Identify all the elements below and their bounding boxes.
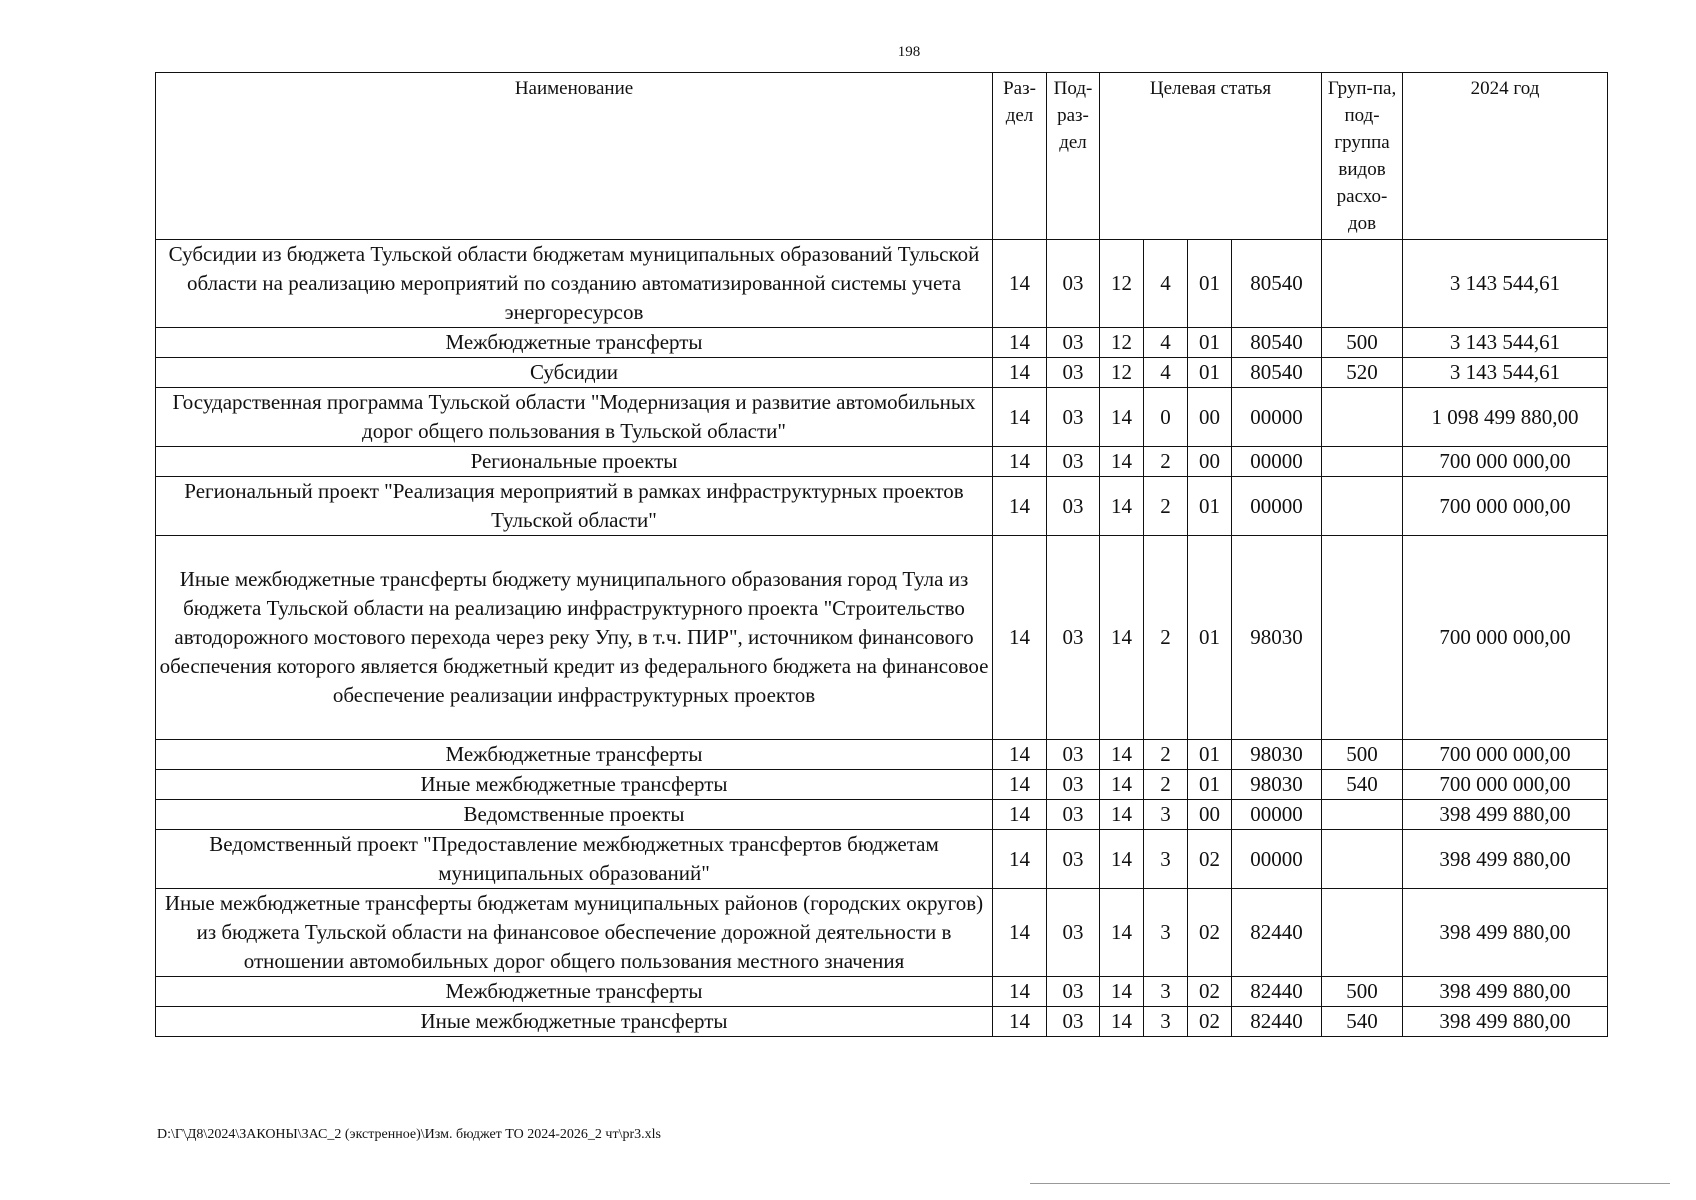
row-expense-group bbox=[1322, 477, 1403, 536]
row-direction-code: 00000 bbox=[1232, 447, 1322, 477]
table-row bbox=[156, 388, 1608, 447]
row-program-code: 14 bbox=[1100, 447, 1144, 477]
row-subsection: 03 bbox=[1047, 977, 1100, 1007]
row-direction-code: 00000 bbox=[1232, 477, 1322, 536]
row-event-code: 01 bbox=[1188, 477, 1232, 536]
table-row bbox=[156, 830, 1608, 889]
row-name: Межбюджетные трансферты bbox=[156, 328, 993, 358]
file-path-footer: D:\Г\Д8\2024\ЗАКОНЫ\ЗАС_2 (экстренное)\Изм. бюджет ТО 2024-2026_2 чт\pr3.xls bbox=[157, 1127, 661, 1142]
row-section: 14 bbox=[993, 477, 1047, 536]
header-section: Раз-дел bbox=[993, 73, 1047, 240]
budget-table bbox=[155, 72, 1608, 1037]
row-expense-group bbox=[1322, 889, 1403, 977]
row-event-code: 01 bbox=[1188, 770, 1232, 800]
row-amount: 398 499 880,00 bbox=[1403, 830, 1608, 889]
row-expense-group bbox=[1322, 536, 1403, 740]
row-section: 14 bbox=[993, 240, 1047, 328]
row-event-code: 01 bbox=[1188, 740, 1232, 770]
row-subsection: 03 bbox=[1047, 740, 1100, 770]
row-event-code: 00 bbox=[1188, 388, 1232, 447]
row-program-code: 14 bbox=[1100, 800, 1144, 830]
row-section: 14 bbox=[993, 740, 1047, 770]
row-subsection: 03 bbox=[1047, 388, 1100, 447]
row-event-code: 01 bbox=[1188, 328, 1232, 358]
row-expense-group bbox=[1322, 447, 1403, 477]
row-subprogram-code: 3 bbox=[1144, 800, 1188, 830]
row-amount: 3 143 544,61 bbox=[1403, 358, 1608, 388]
row-section: 14 bbox=[993, 447, 1047, 477]
row-subprogram-code: 4 bbox=[1144, 358, 1188, 388]
row-subsection: 03 bbox=[1047, 889, 1100, 977]
scan-artifact-line bbox=[1030, 1183, 1670, 1184]
row-expense-group: 500 bbox=[1322, 328, 1403, 358]
row-section: 14 bbox=[993, 800, 1047, 830]
row-direction-code: 00000 bbox=[1232, 800, 1322, 830]
row-name: Субсидии bbox=[156, 358, 993, 388]
row-subsection: 03 bbox=[1047, 830, 1100, 889]
row-subprogram-code: 3 bbox=[1144, 1007, 1188, 1037]
row-subprogram-code: 4 bbox=[1144, 328, 1188, 358]
row-name: Государственная программа Тульской области "Модернизация и развитие автомобильных дорог общего пользования в Тульской области" bbox=[156, 388, 993, 447]
row-event-code: 02 bbox=[1188, 1007, 1232, 1037]
row-direction-code: 82440 bbox=[1232, 889, 1322, 977]
row-name: Ведомственные проекты bbox=[156, 800, 993, 830]
row-amount: 398 499 880,00 bbox=[1403, 800, 1608, 830]
row-subprogram-code: 3 bbox=[1144, 977, 1188, 1007]
row-section: 14 bbox=[993, 1007, 1047, 1037]
row-amount: 3 143 544,61 bbox=[1403, 240, 1608, 328]
header-year: 2024 год bbox=[1403, 73, 1608, 240]
row-section: 14 bbox=[993, 889, 1047, 977]
row-direction-code: 80540 bbox=[1232, 328, 1322, 358]
row-direction-code: 00000 bbox=[1232, 388, 1322, 447]
table-header bbox=[156, 73, 1608, 240]
row-amount: 700 000 000,00 bbox=[1403, 477, 1608, 536]
header-subsection: Под-раз-дел bbox=[1047, 73, 1100, 240]
row-subsection: 03 bbox=[1047, 328, 1100, 358]
row-subprogram-code: 2 bbox=[1144, 536, 1188, 740]
row-expense-group: 500 bbox=[1322, 740, 1403, 770]
table-row bbox=[156, 328, 1608, 358]
header-target-article: Целевая статья bbox=[1100, 73, 1322, 240]
row-direction-code: 98030 bbox=[1232, 770, 1322, 800]
row-program-code: 14 bbox=[1100, 740, 1144, 770]
row-expense-group bbox=[1322, 240, 1403, 328]
table-row bbox=[156, 977, 1608, 1007]
page-number: 198 bbox=[897, 44, 921, 60]
table-row bbox=[156, 1007, 1608, 1037]
row-subsection: 03 bbox=[1047, 477, 1100, 536]
table-body bbox=[156, 240, 1608, 1037]
row-expense-group: 520 bbox=[1322, 358, 1403, 388]
row-section: 14 bbox=[993, 358, 1047, 388]
row-program-code: 14 bbox=[1100, 1007, 1144, 1037]
row-subsection: 03 bbox=[1047, 240, 1100, 328]
row-section: 14 bbox=[993, 388, 1047, 447]
table-row bbox=[156, 770, 1608, 800]
row-expense-group: 540 bbox=[1322, 770, 1403, 800]
row-expense-group bbox=[1322, 830, 1403, 889]
row-subsection: 03 bbox=[1047, 800, 1100, 830]
row-expense-group: 500 bbox=[1322, 977, 1403, 1007]
row-amount: 398 499 880,00 bbox=[1403, 1007, 1608, 1037]
row-name: Ведомственный проект "Предоставление межбюджетных трансфертов бюджетам муниципальных образований" bbox=[156, 830, 993, 889]
row-subprogram-code: 0 bbox=[1144, 388, 1188, 447]
row-subprogram-code: 2 bbox=[1144, 770, 1188, 800]
row-amount: 398 499 880,00 bbox=[1403, 889, 1608, 977]
row-program-code: 14 bbox=[1100, 889, 1144, 977]
row-name: Региональный проект "Реализация мероприятий в рамках инфраструктурных проектов Тульской области" bbox=[156, 477, 993, 536]
row-name: Субсидии из бюджета Тульской области бюджетам муниципальных образований Тульской области на реализацию мероприятий по созданию автоматизированной системы учета энергоресурсов bbox=[156, 240, 993, 328]
row-section: 14 bbox=[993, 830, 1047, 889]
row-amount: 700 000 000,00 bbox=[1403, 536, 1608, 740]
row-name: Межбюджетные трансферты bbox=[156, 740, 993, 770]
row-expense-group bbox=[1322, 388, 1403, 447]
table-row bbox=[156, 889, 1608, 977]
row-section: 14 bbox=[993, 770, 1047, 800]
row-amount: 3 143 544,61 bbox=[1403, 328, 1608, 358]
row-subsection: 03 bbox=[1047, 536, 1100, 740]
row-name: Межбюджетные трансферты bbox=[156, 977, 993, 1007]
table-row bbox=[156, 536, 1608, 740]
table-row bbox=[156, 358, 1608, 388]
row-program-code: 12 bbox=[1100, 358, 1144, 388]
row-program-code: 14 bbox=[1100, 536, 1144, 740]
row-direction-code: 82440 bbox=[1232, 1007, 1322, 1037]
row-subsection: 03 bbox=[1047, 1007, 1100, 1037]
header-name: Наименование bbox=[156, 73, 993, 240]
row-direction-code: 98030 bbox=[1232, 536, 1322, 740]
row-subprogram-code: 2 bbox=[1144, 447, 1188, 477]
row-amount: 1 098 499 880,00 bbox=[1403, 388, 1608, 447]
row-program-code: 14 bbox=[1100, 477, 1144, 536]
row-subprogram-code: 2 bbox=[1144, 740, 1188, 770]
row-event-code: 02 bbox=[1188, 977, 1232, 1007]
row-event-code: 00 bbox=[1188, 800, 1232, 830]
row-name: Региональные проекты bbox=[156, 447, 993, 477]
table-row bbox=[156, 477, 1608, 536]
row-subsection: 03 bbox=[1047, 358, 1100, 388]
row-program-code: 12 bbox=[1100, 328, 1144, 358]
row-direction-code: 00000 bbox=[1232, 830, 1322, 889]
row-section: 14 bbox=[993, 328, 1047, 358]
table-row bbox=[156, 740, 1608, 770]
row-event-code: 01 bbox=[1188, 358, 1232, 388]
row-subprogram-code: 2 bbox=[1144, 477, 1188, 536]
row-program-code: 14 bbox=[1100, 770, 1144, 800]
row-expense-group bbox=[1322, 800, 1403, 830]
row-event-code: 01 bbox=[1188, 536, 1232, 740]
row-name: Иные межбюджетные трансферты бюджету муниципального образования город Тула из бюджета Тульской области на реализацию инфраструктурного проекта "Строительство автодорожного мостового перехода через реку Упу, в т.ч. ПИР", источником финансового обеспечения которого является бюджетный кредит из федерального бюджета на финансовое обеспечение реализации инфраструктурных проектов bbox=[156, 536, 993, 740]
table-row bbox=[156, 447, 1608, 477]
row-program-code: 14 bbox=[1100, 977, 1144, 1007]
row-program-code: 14 bbox=[1100, 830, 1144, 889]
row-event-code: 02 bbox=[1188, 830, 1232, 889]
row-subprogram-code: 3 bbox=[1144, 889, 1188, 977]
row-amount: 700 000 000,00 bbox=[1403, 740, 1608, 770]
row-direction-code: 98030 bbox=[1232, 740, 1322, 770]
header-expense-group: Груп-па, под-группа видов расхо-дов bbox=[1322, 73, 1403, 240]
row-program-code: 14 bbox=[1100, 388, 1144, 447]
row-amount: 700 000 000,00 bbox=[1403, 770, 1608, 800]
row-event-code: 01 bbox=[1188, 240, 1232, 328]
row-program-code: 12 bbox=[1100, 240, 1144, 328]
row-direction-code: 80540 bbox=[1232, 358, 1322, 388]
row-event-code: 02 bbox=[1188, 889, 1232, 977]
row-subsection: 03 bbox=[1047, 447, 1100, 477]
table-row bbox=[156, 240, 1608, 328]
row-name: Иные межбюджетные трансферты бюджетам муниципальных районов (городских округов) из бюджета Тульской области на финансовое обеспечение дорожной деятельности в отношении автомобильных дорог общего пользования местного значения bbox=[156, 889, 993, 977]
row-amount: 700 000 000,00 bbox=[1403, 447, 1608, 477]
row-name: Иные межбюджетные трансферты bbox=[156, 1007, 993, 1037]
row-event-code: 00 bbox=[1188, 447, 1232, 477]
row-direction-code: 80540 bbox=[1232, 240, 1322, 328]
row-subprogram-code: 3 bbox=[1144, 830, 1188, 889]
row-expense-group: 540 bbox=[1322, 1007, 1403, 1037]
table-row bbox=[156, 800, 1608, 830]
row-subprogram-code: 4 bbox=[1144, 240, 1188, 328]
row-name: Иные межбюджетные трансферты bbox=[156, 770, 993, 800]
row-section: 14 bbox=[993, 977, 1047, 1007]
row-direction-code: 82440 bbox=[1232, 977, 1322, 1007]
row-amount: 398 499 880,00 bbox=[1403, 977, 1608, 1007]
row-subsection: 03 bbox=[1047, 770, 1100, 800]
header-row bbox=[156, 73, 1608, 240]
row-section: 14 bbox=[993, 536, 1047, 740]
